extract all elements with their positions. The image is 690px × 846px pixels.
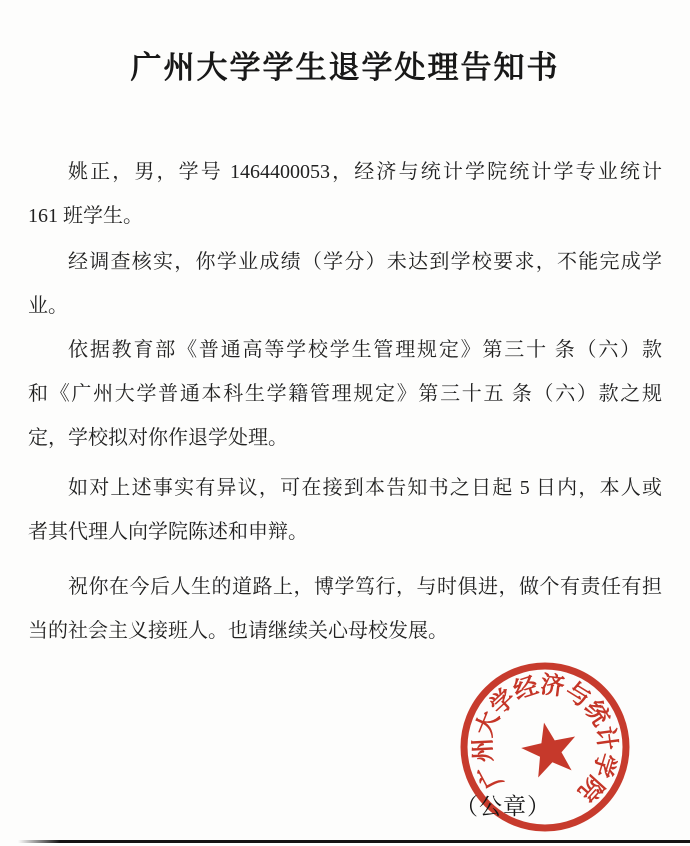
seal-character: 大: [471, 708, 505, 741]
seal-label: （公章）: [455, 794, 551, 819]
seal-character: 计: [590, 724, 620, 753]
paragraph: [28, 466, 662, 554]
paragraph: [28, 565, 662, 653]
text-line: 者其代理人向学院陈述和申辩。: [28, 521, 308, 543]
text-line: 定，学校拟对你作退学处理。: [28, 427, 288, 449]
paragraph: [28, 150, 662, 238]
text-line: 依据教育部《普通高等学校学生管理规定》第三十 条（六）款: [68, 339, 662, 361]
text-line: 和《广州大学普通本科生学籍管理规定》第三十五 条（六）款之规: [28, 383, 662, 405]
text-line: 当的社会主义接班人。也请继续关心母校发展。: [28, 620, 448, 642]
seal-character: 广: [474, 758, 509, 793]
seal-character: 统: [578, 696, 614, 731]
seal-character: 经: [510, 672, 542, 706]
text-line: 如对上述事实有异议，可在接到本告知书之日起 5 日内，本人或: [68, 477, 662, 499]
seal-character: 学: [485, 684, 522, 721]
seal-character: 学: [587, 749, 620, 781]
document-body: [28, 150, 662, 653]
text-line: 祝你在今后人生的道路上，博学笃行，与时俱进，做个有责任有担: [68, 576, 662, 598]
seal-star-icon: [521, 723, 575, 778]
text-line: 业。: [28, 295, 68, 317]
text-line: 经调查核实，你学业成绩（学分）未达到学校要求，不能完成学: [68, 251, 662, 273]
document-title: 广州大学学生退学处理告知书: [130, 50, 560, 85]
seal-character: 与: [560, 677, 595, 713]
seal-character: 院: [572, 770, 609, 806]
paragraph: [28, 328, 662, 460]
page-bottom-edge: [0, 840, 690, 843]
text-line: 姚正，男，学号 1464400053，经济与统计学院统计学专业统计: [68, 161, 662, 183]
seal-character: 州: [470, 737, 498, 763]
paragraph: [28, 240, 662, 328]
text-line: 161 班学生。: [28, 205, 143, 227]
seal-character: 济: [538, 672, 566, 701]
